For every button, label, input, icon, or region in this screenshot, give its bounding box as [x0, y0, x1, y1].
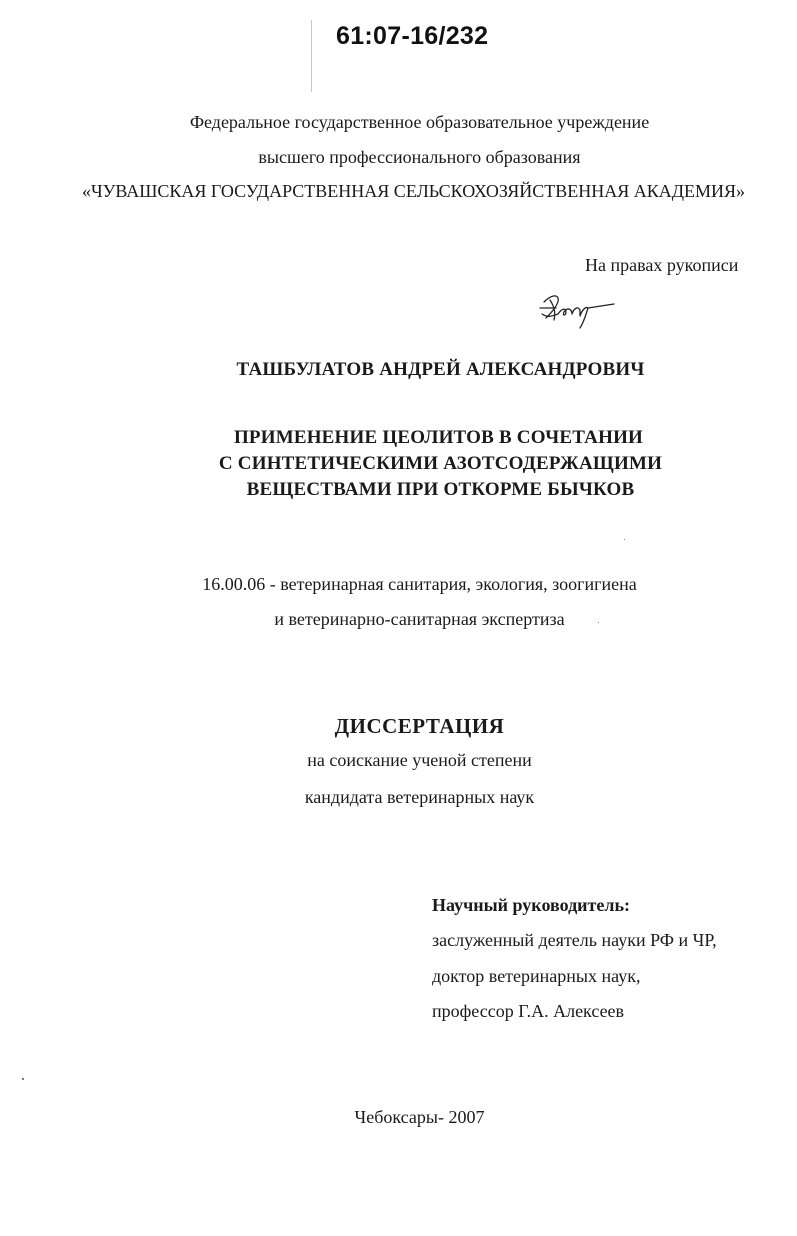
manuscript-rights: На правах рукописи: [585, 255, 739, 275]
scan-speck: [22, 1078, 24, 1080]
scan-speck: [624, 539, 625, 540]
title-line-3: ВЕЩЕСТВАМИ ПРИ ОТКОРМЕ БЫЧКОВ: [246, 479, 635, 500]
supervisor-label: Научный руководитель:: [432, 895, 630, 915]
signature-image: [536, 284, 618, 334]
degree-line-2: кандидата ветеринарных наук: [304, 787, 535, 807]
specialty-line-2: и ветеринарно-санитарная экспертиза: [274, 609, 565, 629]
institution-line-2: высшего профессионального образования: [258, 147, 581, 167]
degree-line-1: на соискание ученой степени: [307, 750, 532, 770]
author-name: ТАШБУЛАТОВ АНДРЕЙ АЛЕКСАНДРОВИЧ: [236, 359, 645, 380]
title-line-2: С СИНТЕТИЧЕСКИМИ АЗОТСОДЕРЖАЩИМИ: [218, 453, 663, 474]
institution-line-1: Федеральное государственное образовательное учреждение: [189, 112, 650, 132]
title-line-1: ПРИМЕНЕНИЕ ЦЕОЛИТОВ В СОЧЕТАНИИ: [233, 427, 644, 448]
supervisor-line-1: заслуженный деятель науки РФ и ЧР,: [432, 930, 717, 950]
scan-artifact-line: [311, 20, 312, 92]
call-number: 61:07-16/232: [336, 22, 489, 50]
institution-line-3: «ЧУВАШСКАЯ ГОСУДАРСТВЕННАЯ СЕЛЬСКОХОЗЯЙСТВЕННАЯ АКАДЕМИЯ»: [81, 181, 746, 201]
specialty-line-1: 16.00.06 - ветеринарная санитария, экология, зоогигиена: [202, 574, 637, 594]
supervisor-line-2: доктор ветеринарных наук,: [432, 966, 641, 986]
supervisor-line-3: профессор Г.А. Алексеев: [432, 1001, 625, 1021]
dissertation-heading: ДИССЕРТАЦИЯ: [334, 714, 505, 738]
city-year: Чебоксары- 2007: [354, 1107, 485, 1127]
